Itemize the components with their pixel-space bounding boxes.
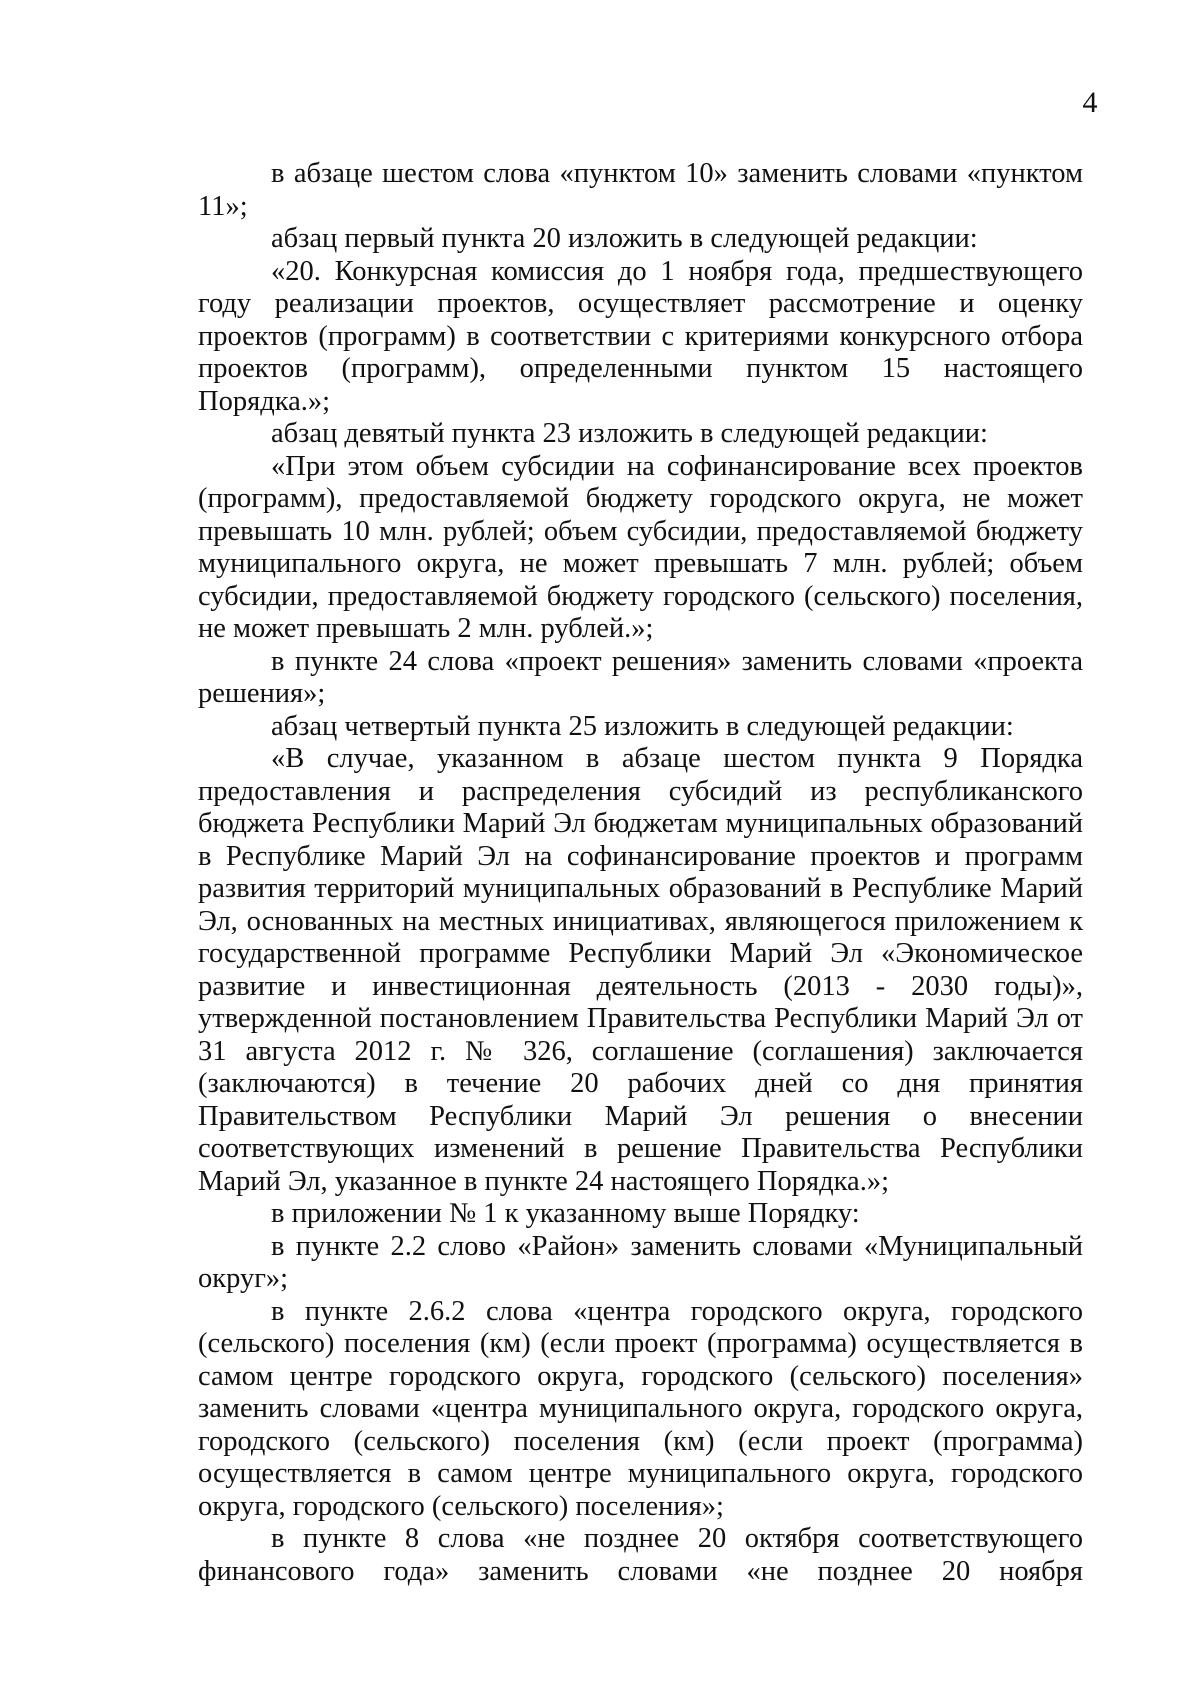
paragraph-1: в абзаце шестом слова «пунктом 10» заменить словами «пунктом 11»; (198, 158, 1083, 222)
paragraph-9: в приложении № 1 к указанному выше Порядку: (271, 1198, 860, 1229)
paragraph-7: абзац четвертый пункта 25 изложить в следующей редакции: (271, 710, 1014, 742)
page-number: 4 (1082, 86, 1098, 119)
paragraph-11: в пункте 2.6.2 слова «центра городского округа, городского (сельского) поселения (км) (если проект (программа) осуществляется в самом центре городского округа, городского (сельского) поселения» заменить словами «центра муниципального округа, городского округа, городского (сельского) поселения (км) (если проект (программа) осуществляется в самом центре муниципального округа, городского округа, городского (сельского) поселения»; (198, 1295, 1083, 1522)
paragraph-6: в пункте 24 слова «проект решения» заменить словами «проекта решения»; (198, 645, 1083, 709)
paragraph-8: «В случае, указанном в абзаце шестом пункта 9 Порядка предоставления и распределения субсидий из республиканского бюджета Республики Марий Эл бюджетам муниципальных образований в Республике Марий Эл на софинансирование проектов и программ развития территорий муниципальных образований в Республике Марий Эл, основанных на местных инициативах, являющегося приложением к государственной программе Республики Марий Эл «Экономическое развитие и инвестиционная деятельность (2013 - 2030 годы)», утвержденной постановлением Правительства Республики Марий Эл от 31 августа 2012 г. № 326, соглашение (соглашения) заключается (заключаются) в течение 20 рабочих дней со дня принятия Правительством Республики Марий Эл решения о внесении соответствующих изменений в решение Правительства Республики Марий Эл, указанное в пункте 24 настоящего Порядка.»; (198, 743, 1083, 1197)
paragraph-2: абзац первый пункта 20 изложить в следующей редакции: (271, 223, 978, 254)
paragraph-4: абзац девятый пункта 23 изложить в следующей редакции: (271, 418, 988, 449)
paragraph-5: «При этом объем субсидии на софинансирование всех проектов (программ), предоставляемой бюджету городского округа, не может превышать 10 млн. рублей; объем субсидии, предоставляемой бюджету муниципального округа, не может превышать 7 млн. рублей; объем субсидии, предоставляемой бюджету городского (сельского) поселения, не может превышать 2 млн. рублей.»; (198, 450, 1083, 644)
paragraph-12: в пункте 8 слова «не позднее 20 октября соответствующего финансового года» заменить словами «не позднее 20 ноября (198, 1523, 1083, 1587)
paragraph-10: в пункте 2.2 слово «Район» заменить словами «Муниципальный округ»; (198, 1230, 1083, 1294)
paragraph-3: «20. Конкурсная комиссия до 1 ноября года, предшествующего году реализации проектов, осуществляет рассмотрение и оценку проектов (программ) в соответствии с критериями конкурсного отбора проектов (программ), определенными пунктом 15 настоящего Порядка.»; (198, 255, 1083, 417)
document-body (198, 158, 1083, 1588)
